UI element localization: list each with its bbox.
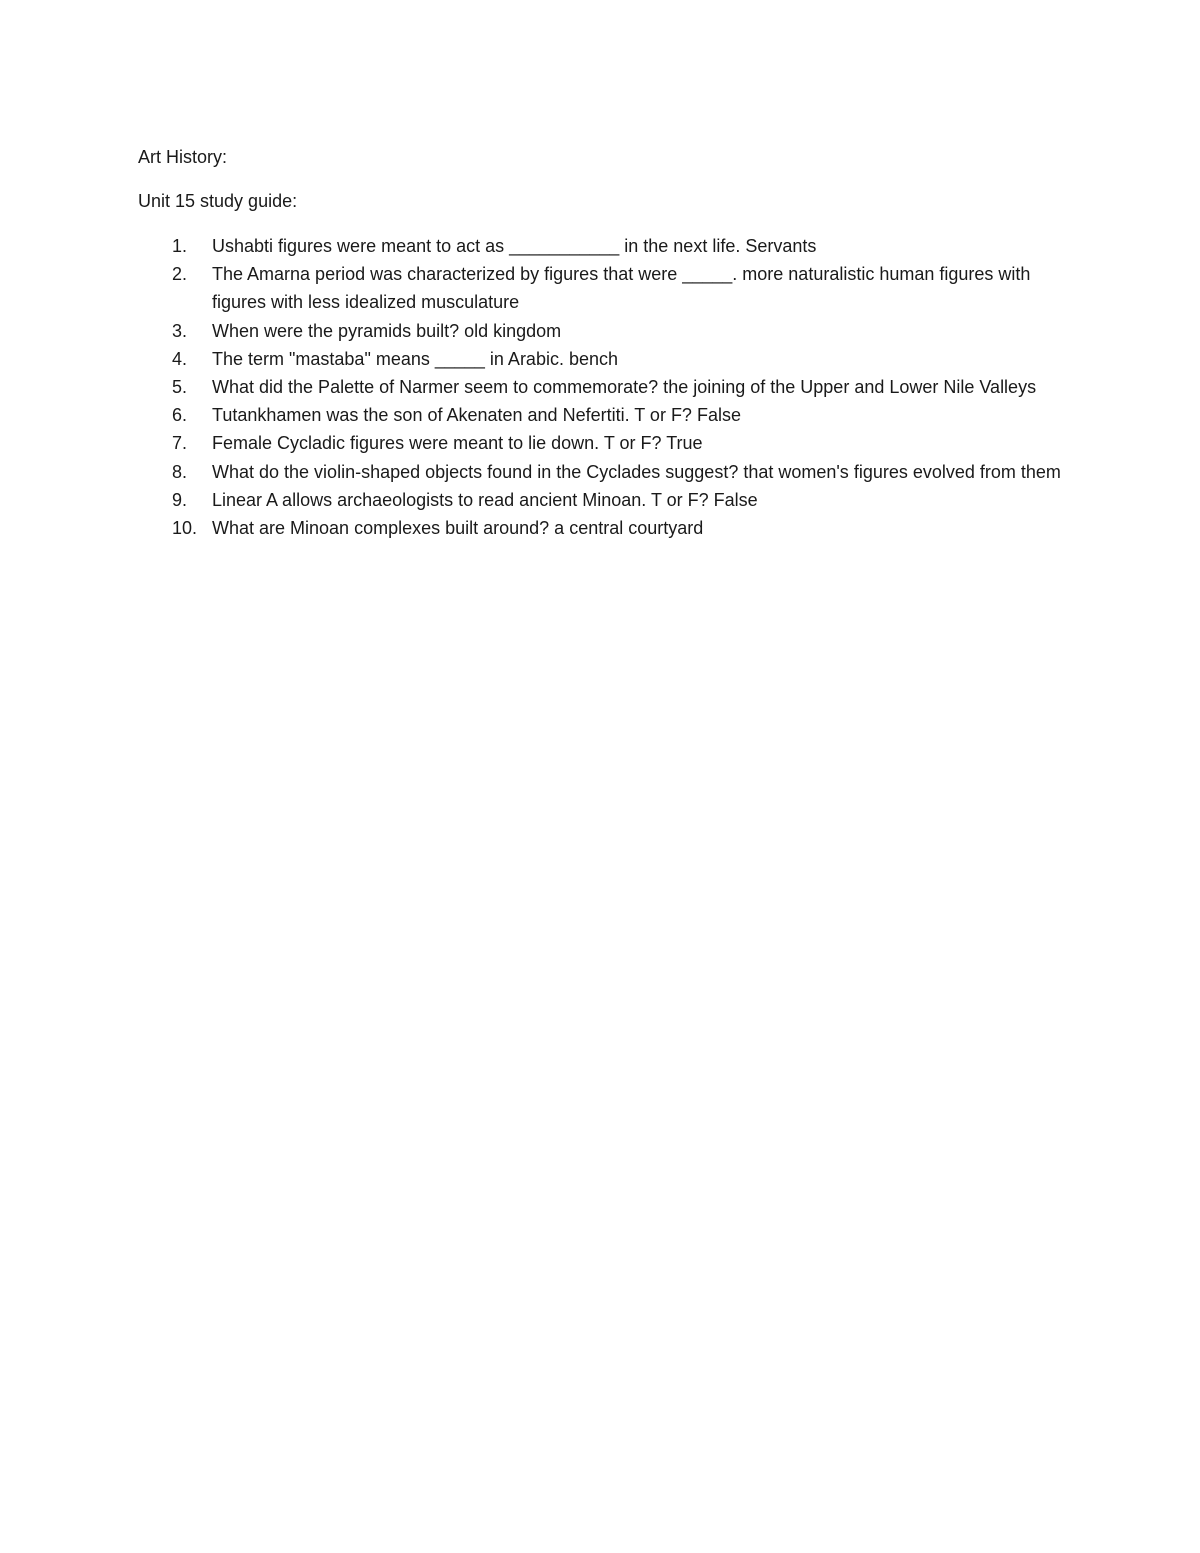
question-list — [0, 232, 1200, 542]
question-number: 5. — [172, 377, 188, 398]
question-text: The Amarna period was characterized by figures that were _____. more naturalistic human figures with figures with less idealized musculature — [212, 264, 1031, 313]
question-item — [0, 260, 1200, 316]
question-number: 8. — [172, 461, 188, 482]
question-item — [0, 486, 1200, 514]
question-text: What did the Palette of Narmer seem to commemorate? the joining of the Upper and Lower Nile Valleys — [212, 377, 1037, 398]
question-text: Female Cycladic figures were meant to lie down. T or F? True — [212, 433, 703, 454]
question-number: 4. — [172, 348, 188, 369]
question-item — [0, 429, 1200, 457]
document-title: Art History: — [138, 147, 228, 167]
question-text: Linear A allows archaeologists to read ancient Minoan. T or F? False — [212, 489, 758, 510]
question-text: When were the pyramids built? old kingdom — [212, 320, 562, 341]
question-item — [0, 345, 1200, 373]
question-text: Ushabti figures were meant to act as ___________ in the next life. Servants — [212, 236, 817, 256]
question-number: 10. — [172, 518, 198, 539]
question-item — [0, 373, 1200, 401]
document-subtitle: Unit 15 study guide: — [138, 191, 298, 211]
question-item — [0, 514, 1200, 542]
question-number: 2. — [172, 264, 188, 285]
question-number: 1. — [172, 236, 188, 256]
question-text: What are Minoan complexes built around? a central courtyard — [212, 518, 704, 539]
question-text: The term "mastaba" means _____ in Arabic. bench — [212, 348, 619, 369]
question-number: 6. — [172, 405, 188, 426]
question-item — [0, 317, 1200, 345]
question-number: 7. — [172, 433, 188, 454]
question-text: What do the violin-shaped objects found in the Cyclades suggest? that women's figures evolved from them — [212, 461, 1061, 482]
question-number: 9. — [172, 489, 188, 510]
question-text: Tutankhamen was the son of Akenaten and Nefertiti. T or F? False — [212, 405, 741, 426]
question-item — [0, 458, 1200, 486]
question-item — [0, 401, 1200, 429]
question-number: 3. — [172, 320, 188, 341]
question-item — [0, 232, 1200, 260]
